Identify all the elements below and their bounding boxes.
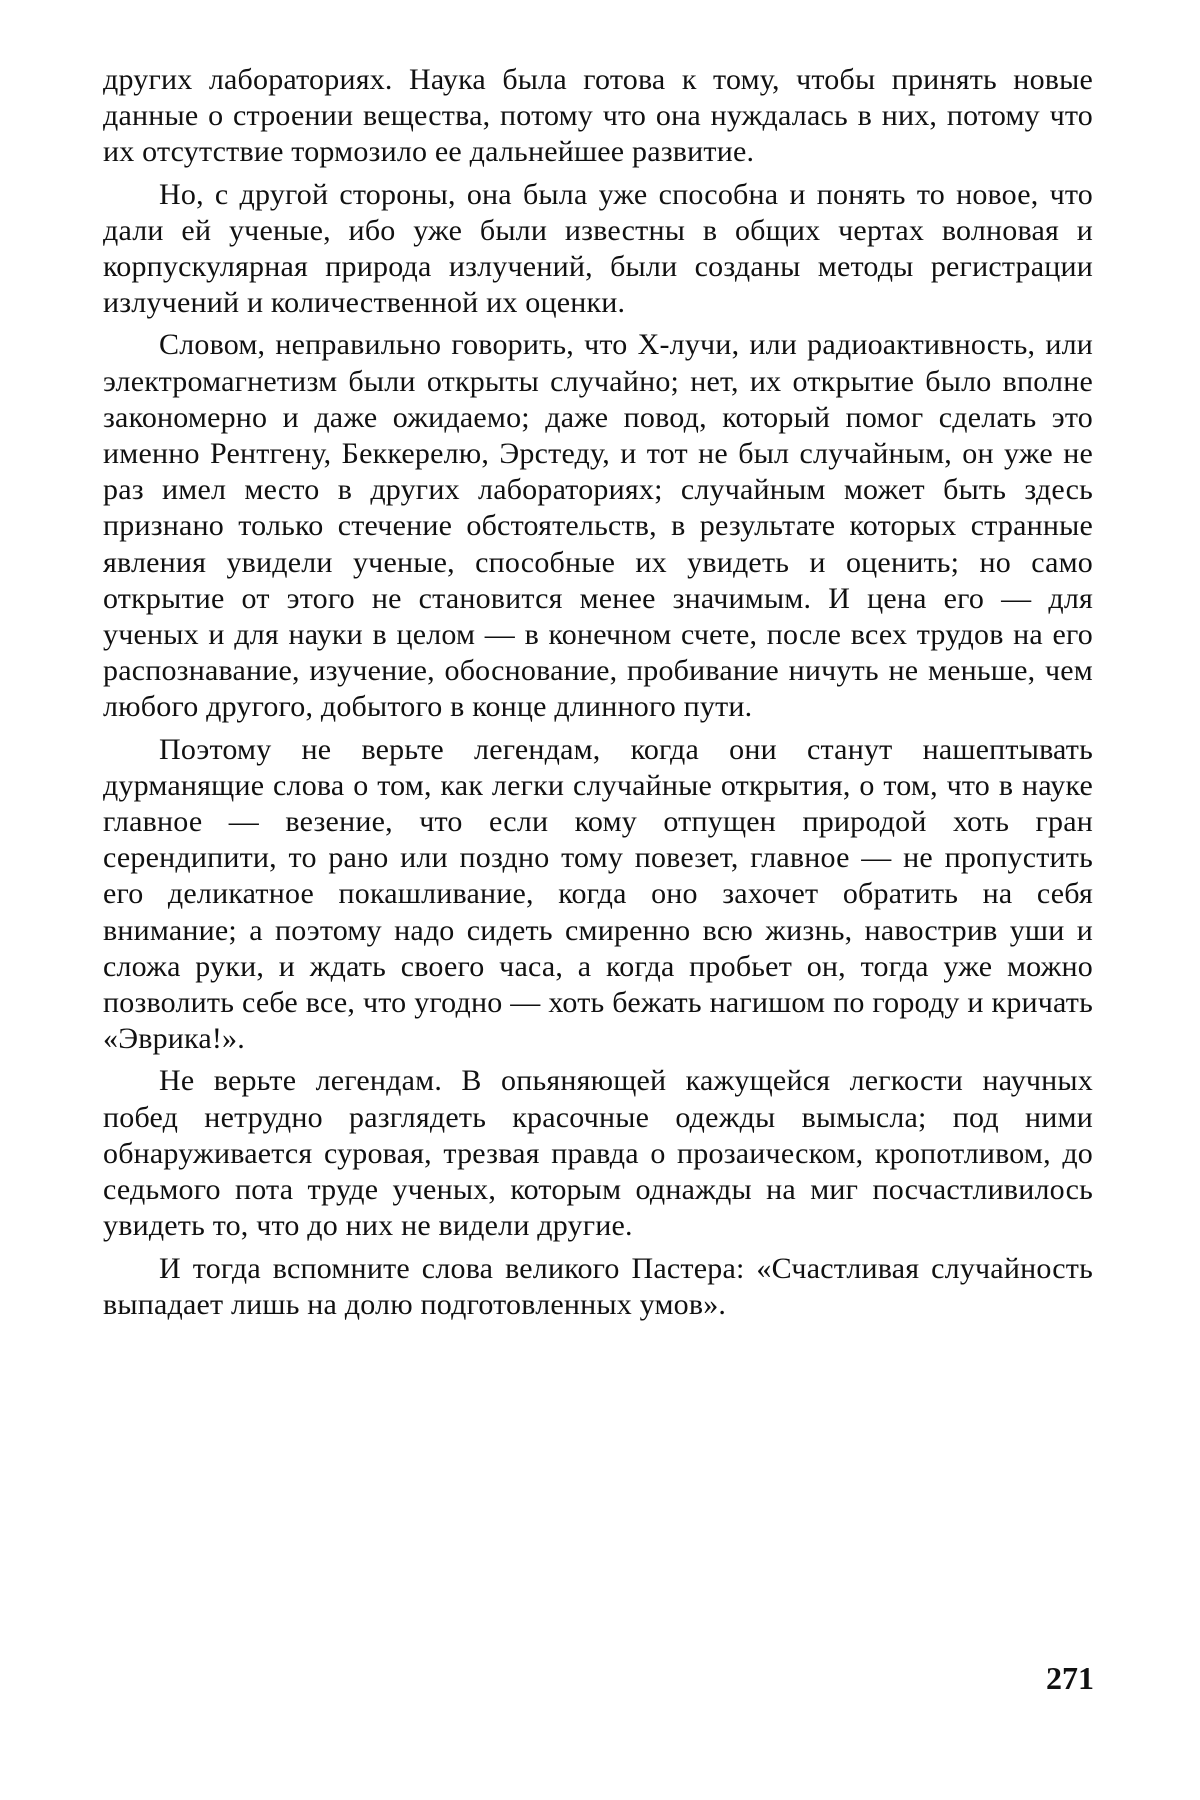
paragraph-6: И тогда вспомните слова великого Пастера: «Счастливая случайность выпадает лишь на долю подготовленных умов».	[103, 1251, 1093, 1321]
body-text	[103, 62, 1093, 1329]
paragraph-4: Поэтому не верьте легендам, когда они станут нашептывать дурманящие слова о том, как легки случайные открытия, о том, что в науке главное — везение, что если кому отпущен природой хоть гран серендипити, то рано или поздно тому повезет, главное — не пропустить его деликатное покашливание, когда оно захочет обратить на себя внимание; а поэтому надо сидеть смиренно всю жизнь, навострив уши и сложа руки, и ждать своего часа, а когда пробьет он, тогда уже можно позволить себе все, что угодно — хоть бежать нагишом по городу и кричать «Эврика!».	[103, 732, 1093, 1056]
page-number: 271	[1046, 1660, 1094, 1696]
paragraph-3: Словом, неправильно говорить, что Х-лучи, или радиоактивность, или электромагнетизм были открыты случайно; нет, их открытие было вполне закономерно и даже ожидаемо; даже повод, который помог сделать это именно Рентгену, Беккерелю, Эрстеду, и тот не был случайным, он уже не раз имел место в других лабораториях; случайным может быть здесь признано только стечение обстоятельств, в результате которых странные явления увидели ученые, способные их увидеть и оценить; но само открытие от этого не становится менее значимым. И цена его — для ученых и для науки в целом — в конечном счете, после всех трудов на его распознавание, изучение, обоснование, пробивание ничуть не меньше, чем любого другого, добытого в конце длинного пути.	[103, 328, 1093, 724]
paragraph-1: других лабораториях. Наука была готова к тому, чтобы принять новые данные о строении вещества, потому что она нуждалась в них, потому что их отсутствие тормозило ее дальнейшее развитие.	[103, 63, 1093, 169]
paragraph-2: Но, с другой стороны, она была уже способна и понять то новое, что дали ей ученые, ибо уже были известны в общих чертах волновая и корпускулярная природа излучений, были созданы методы регистрации излучений и количественной их оценки.	[103, 177, 1093, 320]
paragraph-5: Не верьте легендам. В опьяняющей кажущейся легкости научных побед нетрудно разглядеть красочные одежды вымысла; под ними обнаруживается суровая, трезвая правда о прозаическом, кропотливом, до седьмого пота труде ученых, которым однажды на миг посчастливилось увидеть то, что до них не видели другие.	[103, 1064, 1093, 1243]
